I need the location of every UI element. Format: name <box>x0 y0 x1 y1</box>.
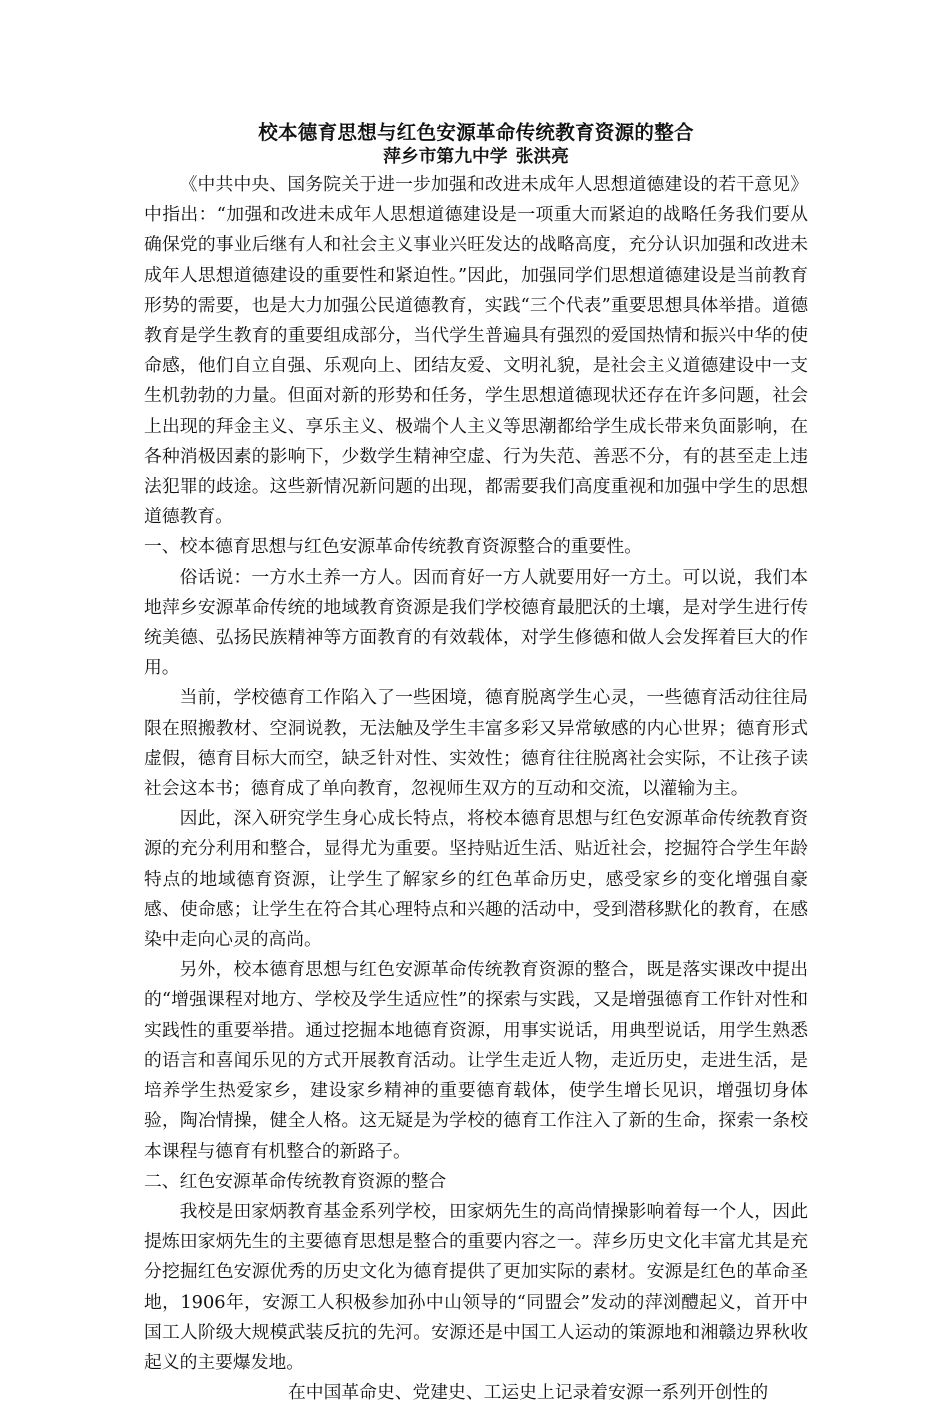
paragraph-continuation: 在中国革命史、党建史、工运史上记录着安源一系列开创性的 <box>288 1382 769 1404</box>
paragraph: 因此，深入研究学生身心成长特点，将校本德育思想与红色安源革命传统教育资源的充分利用和整合，显得尤为重要。坚持贴近生活、贴近社会，挖掘符合学生年龄特点的地域德育资源，让学生了解家乡的红色革命历史，感受家乡的变化增强自豪感、使命感；让学生在符合其心理特点和兴趣的活动中，受到潜移默化的教育，在感染中走向心灵的高尚。 <box>144 808 808 951</box>
section-heading-1: 一、校本德育思想与红色安源革命传统教育资源整合的重要性。 <box>144 536 642 558</box>
section-heading-2: 二、红色安源革命传统教育资源的整合 <box>144 1170 447 1192</box>
paragraph: 当前，学校德育工作陷入了一些困境，德育脱离学生心灵，一些德育活动往往局限在照搬教材、空洞说教，无法触及学生丰富多彩又异常敏感的内心世界；德育形式虚假，德育目标大而空，缺乏针对性、实效性；德育往往脱离社会实际，不让孩子读社会这本书；德育成了单向教育，忽视师生双方的互动和交流，以灌输为主。 <box>144 687 808 800</box>
document-page <box>144 118 808 1408</box>
author-name: 张洪亮 <box>515 146 569 167</box>
author-byline <box>144 146 808 168</box>
paragraph-intro: 《中共中央、国务院关于进一步加强和改进未成年人思想道德建设的若干意见》中指出：“加强和改进未成年人思想道德建设是一项重大而紧迫的战略任务我们要从确保党的事业后继有人和社会主义事业兴旺发达的战略高度，充分认识加强和改进未成年人思想道德建设的重要性和紧迫性。”因此，加强同学们思想道德建设是当前教育形势的需要，也是大力加强公民道德教育，实践“三个代表”重要思想具体举措。道德教育是学生教育的重要组成部分，当代学生普遍具有强烈的爱国热情和振兴中华的使命感，他们自立自强、乐观向上、团结友爱、文明礼貌，是社会主义道德建设中一支生机勃勃的力量。但面对新的形势和任务，学生思想道德现状还存在许多问题，社会上出现的拜金主义、享乐主义、极端个人主义等思潮都给学生成长带来负面影响，在各种消极因素的影响下，少数学生精神空虚、行为失范、善恶不分，有的甚至走上违法犯罪的歧途。这些新情况新问题的出现，都需要我们高度重视和加强中学生的思想道德教育。 <box>144 174 808 528</box>
document-title: 校本德育思想与红色安源革命传统教育资源的整合 <box>258 121 694 144</box>
paragraph: 另外，校本德育思想与红色安源革命传统教育资源的整合，既是落实课改中提出的“增强课程对地方、学校及学生适应性”的探索与实践，又是增强德育工作针对性和实践性的重要举措。通过挖掘本地德育资源，用事实说话，用典型说话，用学生熟悉的语言和喜闻乐见的方式开展教育活动。让学生走近人物，走近历史，走进生活，是培养学生热爱家乡，建设家乡精神的重要德育载体，使学生增长见识，增强切身体验，陶冶情操，健全人格。这无疑是为学校的德育工作注入了新的生命，探索一条校本课程与德育有机整合的新路子。 <box>144 959 808 1162</box>
paragraph: 俗话说：一方水土养一方人。因而育好一方人就要用好一方土。可以说，我们本地萍乡安源革命传统的地域教育资源是我们学校德育最肥沃的土壤，是对学生进行传统美德、弘扬民族精神等方面教育的有效载体，对学生修德和做人会发挥着巨大的作用。 <box>144 566 808 679</box>
author-school: 萍乡市第九中学 <box>383 146 508 167</box>
paragraph: 我校是田家炳教育基金系列学校，田家炳先生的高尚情操影响着每一个人，因此提炼田家炳先生的主要德育思想是整合的重要内容之一。萍乡历史文化丰富尤其是充分挖掘红色安源优秀的历史文化为德育提供了更加实际的素材。安源是红色的革命圣地，1906年，安源工人积极参加孙中山领导的“同盟会”发动的萍浏醴起义，首开中国工人阶级大规模武装反抗的先河。安源还是中国工人运动的策源地和湘赣边界秋收起义的主要爆发地。 <box>144 1200 808 1373</box>
